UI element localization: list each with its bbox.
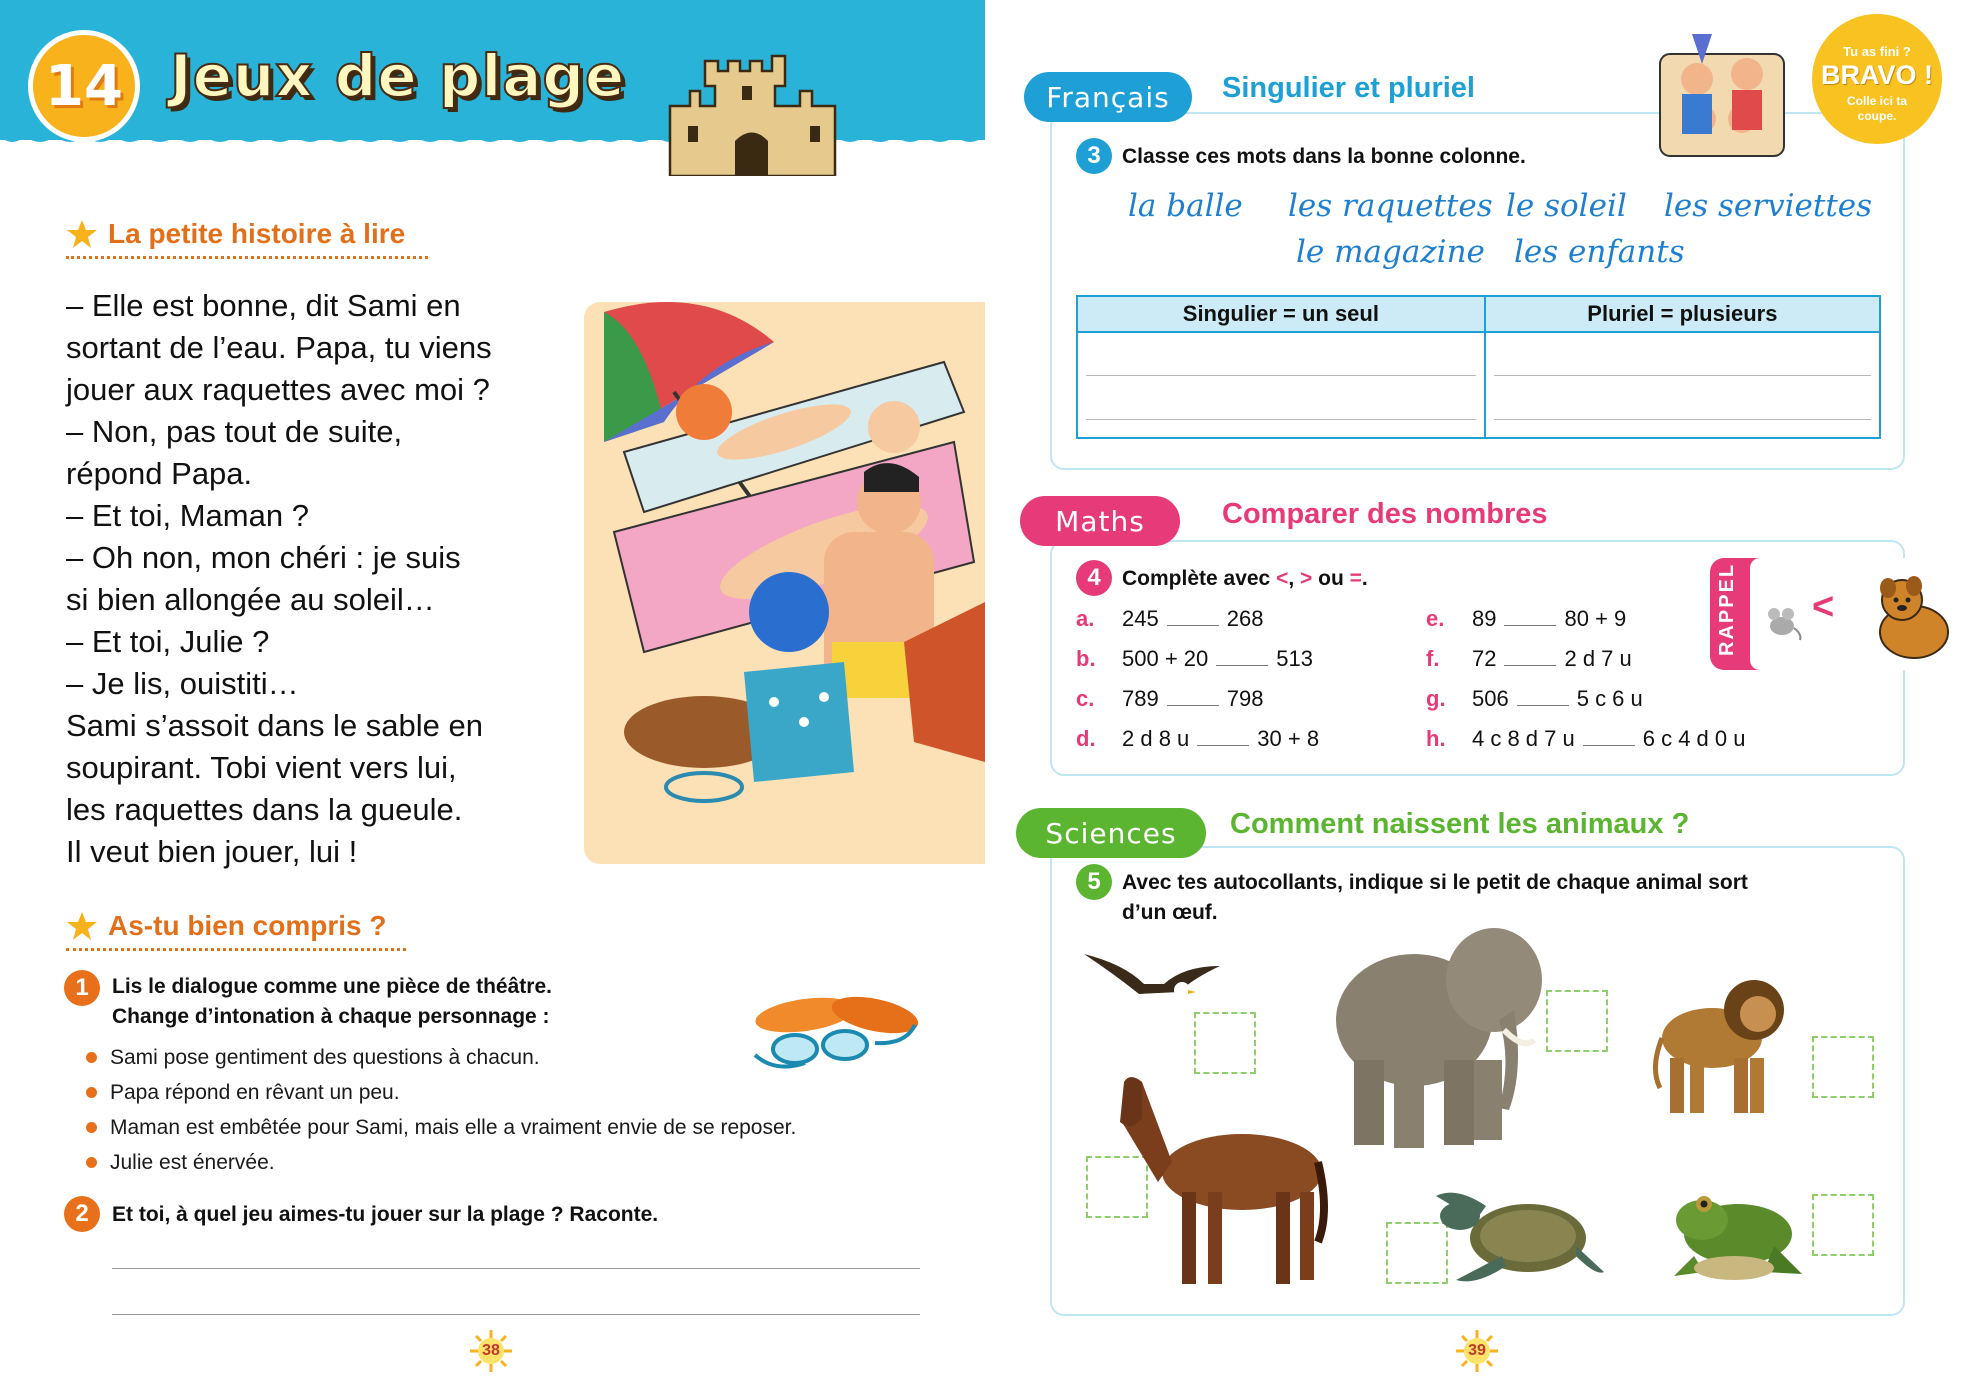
question-2-text: Et toi, à quel jeu aimes-tu jouer sur la plage ? Raconte.	[112, 1203, 659, 1226]
bullet-icon	[86, 1122, 97, 1133]
comparison-c	[1076, 686, 1263, 712]
story-line: les raquettes dans la gueule.	[66, 792, 463, 827]
item-letter: g.	[1426, 686, 1446, 711]
comparison-g	[1426, 686, 1643, 712]
item-letter: d.	[1076, 726, 1096, 751]
family-sticker-icon	[1652, 24, 1792, 164]
rappel-symbol: <	[1812, 586, 1835, 628]
lesson-number-badge: 14	[28, 30, 140, 142]
right-operand: 268	[1226, 606, 1264, 631]
maths-tag: Maths	[1020, 496, 1180, 546]
story-line: si bien allongée au soleil…	[66, 582, 435, 617]
maths-title: Comparer des nombres	[1222, 498, 1548, 530]
comprehension-heading-text: As-tu bien compris ?	[108, 910, 387, 941]
bullet-text: Papa répond en rêvant un peu.	[110, 1081, 400, 1104]
francais-tag: Français	[1024, 72, 1192, 122]
answer-blank[interactable]	[1504, 665, 1556, 666]
comprehension-heading	[66, 910, 386, 942]
left-operand: 89	[1472, 606, 1497, 631]
comparison-h	[1426, 726, 1746, 752]
comparison-d	[1076, 726, 1319, 752]
word-les-raquettes[interactable]: les raquettes	[1288, 188, 1493, 224]
list-item	[110, 1040, 796, 1075]
page-number-text: 38	[482, 1342, 500, 1359]
rappel-box	[1710, 558, 1970, 670]
word-la-balle[interactable]: la balle	[1128, 188, 1243, 224]
left-operand: 500 + 20	[1122, 646, 1209, 671]
item-letter: f.	[1426, 646, 1440, 671]
left-operand: 2 d 8 u	[1122, 726, 1190, 751]
dog-icon	[1862, 566, 1958, 662]
bullet-icon	[86, 1052, 97, 1063]
sticker-slot-lion[interactable]	[1812, 1036, 1874, 1098]
story-line: – Et toi, Julie ?	[66, 624, 270, 659]
right-operand: 2 d 7 u	[1564, 646, 1632, 671]
story-line: Il veut bien jouer, lui !	[66, 834, 358, 869]
word-les-enfants[interactable]: les enfants	[1514, 234, 1685, 270]
singular-plural-table	[1076, 295, 1881, 439]
story-heading-text: La petite histoire à lire	[108, 218, 406, 249]
rappel-content	[1750, 558, 1970, 670]
frog-image	[1664, 1176, 1804, 1286]
story-heading-underline	[66, 256, 428, 259]
answer-blank[interactable]	[1517, 705, 1569, 706]
bravo-badge	[1812, 14, 1942, 144]
word-le-magazine[interactable]: le magazine	[1296, 234, 1485, 270]
star-icon	[66, 218, 98, 250]
lion-image	[1650, 958, 1790, 1118]
item-letter: e.	[1426, 606, 1445, 631]
right-operand: 798	[1226, 686, 1264, 711]
comparison-e	[1426, 606, 1626, 632]
symbol-less-than: <	[1276, 567, 1289, 590]
answer-blank[interactable]	[1583, 745, 1635, 746]
answer-line[interactable]	[112, 1314, 920, 1315]
left-operand: 4 c 8 d 7 u	[1472, 726, 1575, 751]
page-number-right	[1454, 1328, 1500, 1374]
instruction-sep: ou	[1312, 567, 1350, 590]
eagle-image	[1084, 944, 1220, 1014]
question-4-badge: 4	[1076, 560, 1112, 596]
story-line: – Et toi, Maman ?	[66, 498, 309, 533]
story-line: – Non, pas tout de suite,	[66, 414, 403, 449]
question-5-line-1: Avec tes autocollants, indique si le petit de chaque animal sort	[1122, 871, 1748, 894]
beach-scene-image	[584, 302, 985, 864]
comprehension-heading-underline	[66, 948, 406, 951]
bravo-line-3: Colle ici ta coupe.	[1846, 94, 1908, 123]
item-letter: h.	[1426, 726, 1446, 751]
left-operand: 789	[1122, 686, 1159, 711]
story-line: – Elle est bonne, dit Sami en	[66, 288, 461, 323]
lesson-title: Jeux de plage	[170, 42, 626, 110]
item-letter: a.	[1076, 606, 1095, 631]
right-operand: 80 + 9	[1564, 606, 1627, 631]
page-number-text: 39	[1468, 1342, 1486, 1359]
answer-blank[interactable]	[1197, 745, 1249, 746]
right-operand: 30 + 8	[1257, 726, 1320, 751]
list-item	[110, 1075, 796, 1110]
question-1-text	[112, 972, 552, 1032]
sticker-slot-elephant[interactable]	[1546, 990, 1608, 1052]
story-line: soupirant. Tobi vient vers lui,	[66, 750, 457, 785]
elephant-image	[1334, 910, 1554, 1150]
story-text	[66, 285, 541, 873]
comparison-a	[1076, 606, 1263, 632]
question-5-line-2: d’un œuf.	[1122, 901, 1218, 924]
turtle-image	[1436, 1176, 1604, 1288]
left-operand: 245	[1122, 606, 1159, 631]
right-operand: 513	[1276, 646, 1313, 671]
left-operand: 506	[1472, 686, 1509, 711]
rappel-label: RAPPEL	[1716, 562, 1738, 656]
bullet-icon	[86, 1087, 97, 1098]
bullet-text: Sami pose gentiment des questions à chacun.	[110, 1046, 540, 1069]
question-4-text	[1122, 564, 1368, 594]
sticker-slot-frog[interactable]	[1812, 1194, 1874, 1256]
francais-title: Singulier et pluriel	[1222, 72, 1475, 104]
goggles-and-sandals-icon	[745, 985, 925, 1075]
item-letter: b.	[1076, 646, 1096, 671]
singulier-answer-cell[interactable]	[1077, 332, 1485, 438]
instruction-prefix: Complète avec	[1122, 567, 1277, 590]
mouse-icon	[1760, 598, 1804, 642]
sandcastle-icon	[660, 46, 850, 176]
comparison-b	[1076, 646, 1313, 672]
left-operand: 72	[1472, 646, 1497, 671]
comparison-f	[1426, 646, 1632, 672]
bullet-text: Maman est embêtée pour Sami, mais elle a vraiment envie de se reposer.	[110, 1116, 797, 1139]
item-letter: c.	[1076, 686, 1095, 711]
word-le-soleil[interactable]: le soleil	[1506, 188, 1627, 224]
right-operand: 6 c 4 d 0 u	[1642, 726, 1746, 751]
question-3-badge: 3	[1076, 138, 1112, 174]
column-header-singulier: Singulier = un seul	[1077, 296, 1485, 332]
sciences-title: Comment naissent les animaux ?	[1230, 808, 1690, 840]
answer-line[interactable]	[112, 1268, 920, 1269]
star-icon	[66, 910, 98, 942]
answer-blank[interactable]	[1167, 705, 1219, 706]
bravo-line-2: BRAVO !	[1821, 60, 1933, 90]
question-2-badge: 2	[64, 1196, 100, 1232]
question-1-badge: 1	[64, 970, 100, 1006]
beach-illustration	[584, 302, 985, 864]
question-3-text: Classe ces mots dans la bonne colonne.	[1122, 145, 1526, 168]
answer-blank[interactable]	[1167, 625, 1219, 626]
story-line: répond Papa.	[66, 456, 253, 491]
question-1-bullets	[110, 1040, 796, 1180]
question-5-badge: 5	[1076, 864, 1112, 900]
bravo-line-1: Tu as fini ?	[1843, 44, 1911, 59]
story-line: jouer aux raquettes avec moi ?	[66, 372, 490, 407]
story-line: sortant de l’eau. Papa, tu viens	[66, 330, 492, 365]
story-heading	[66, 218, 405, 250]
answer-blank[interactable]	[1504, 625, 1556, 626]
story-line: – Je lis, ouistiti…	[66, 666, 299, 701]
horse-image	[1112, 1052, 1330, 1288]
instruction-end: .	[1361, 567, 1368, 590]
instruction-sep: ,	[1288, 567, 1301, 590]
page-number-left	[468, 1328, 514, 1374]
column-header-pluriel: Pluriel = plusieurs	[1485, 296, 1880, 332]
list-item	[110, 1110, 796, 1145]
symbol-equals: =	[1349, 567, 1362, 590]
answer-blank[interactable]	[1216, 665, 1268, 666]
story-line: – Oh non, mon chéri : je suis	[66, 540, 461, 575]
bullet-icon	[86, 1157, 97, 1168]
word-les-serviettes[interactable]: les serviettes	[1664, 188, 1873, 224]
right-operand: 5 c 6 u	[1576, 686, 1643, 711]
symbol-greater-than: >	[1300, 567, 1313, 590]
sciences-tag: Sciences	[1016, 808, 1206, 858]
story-line: Sami s’assoit dans le sable en	[66, 708, 484, 743]
question-1-line-2: Change d’intonation à chaque personnage :	[112, 1005, 550, 1028]
list-item	[110, 1145, 796, 1180]
pluriel-answer-cell[interactable]	[1485, 332, 1880, 438]
question-1-line-1: Lis le dialogue comme une pièce de théâtre.	[112, 975, 552, 998]
bullet-text: Julie est énervée.	[110, 1151, 275, 1174]
